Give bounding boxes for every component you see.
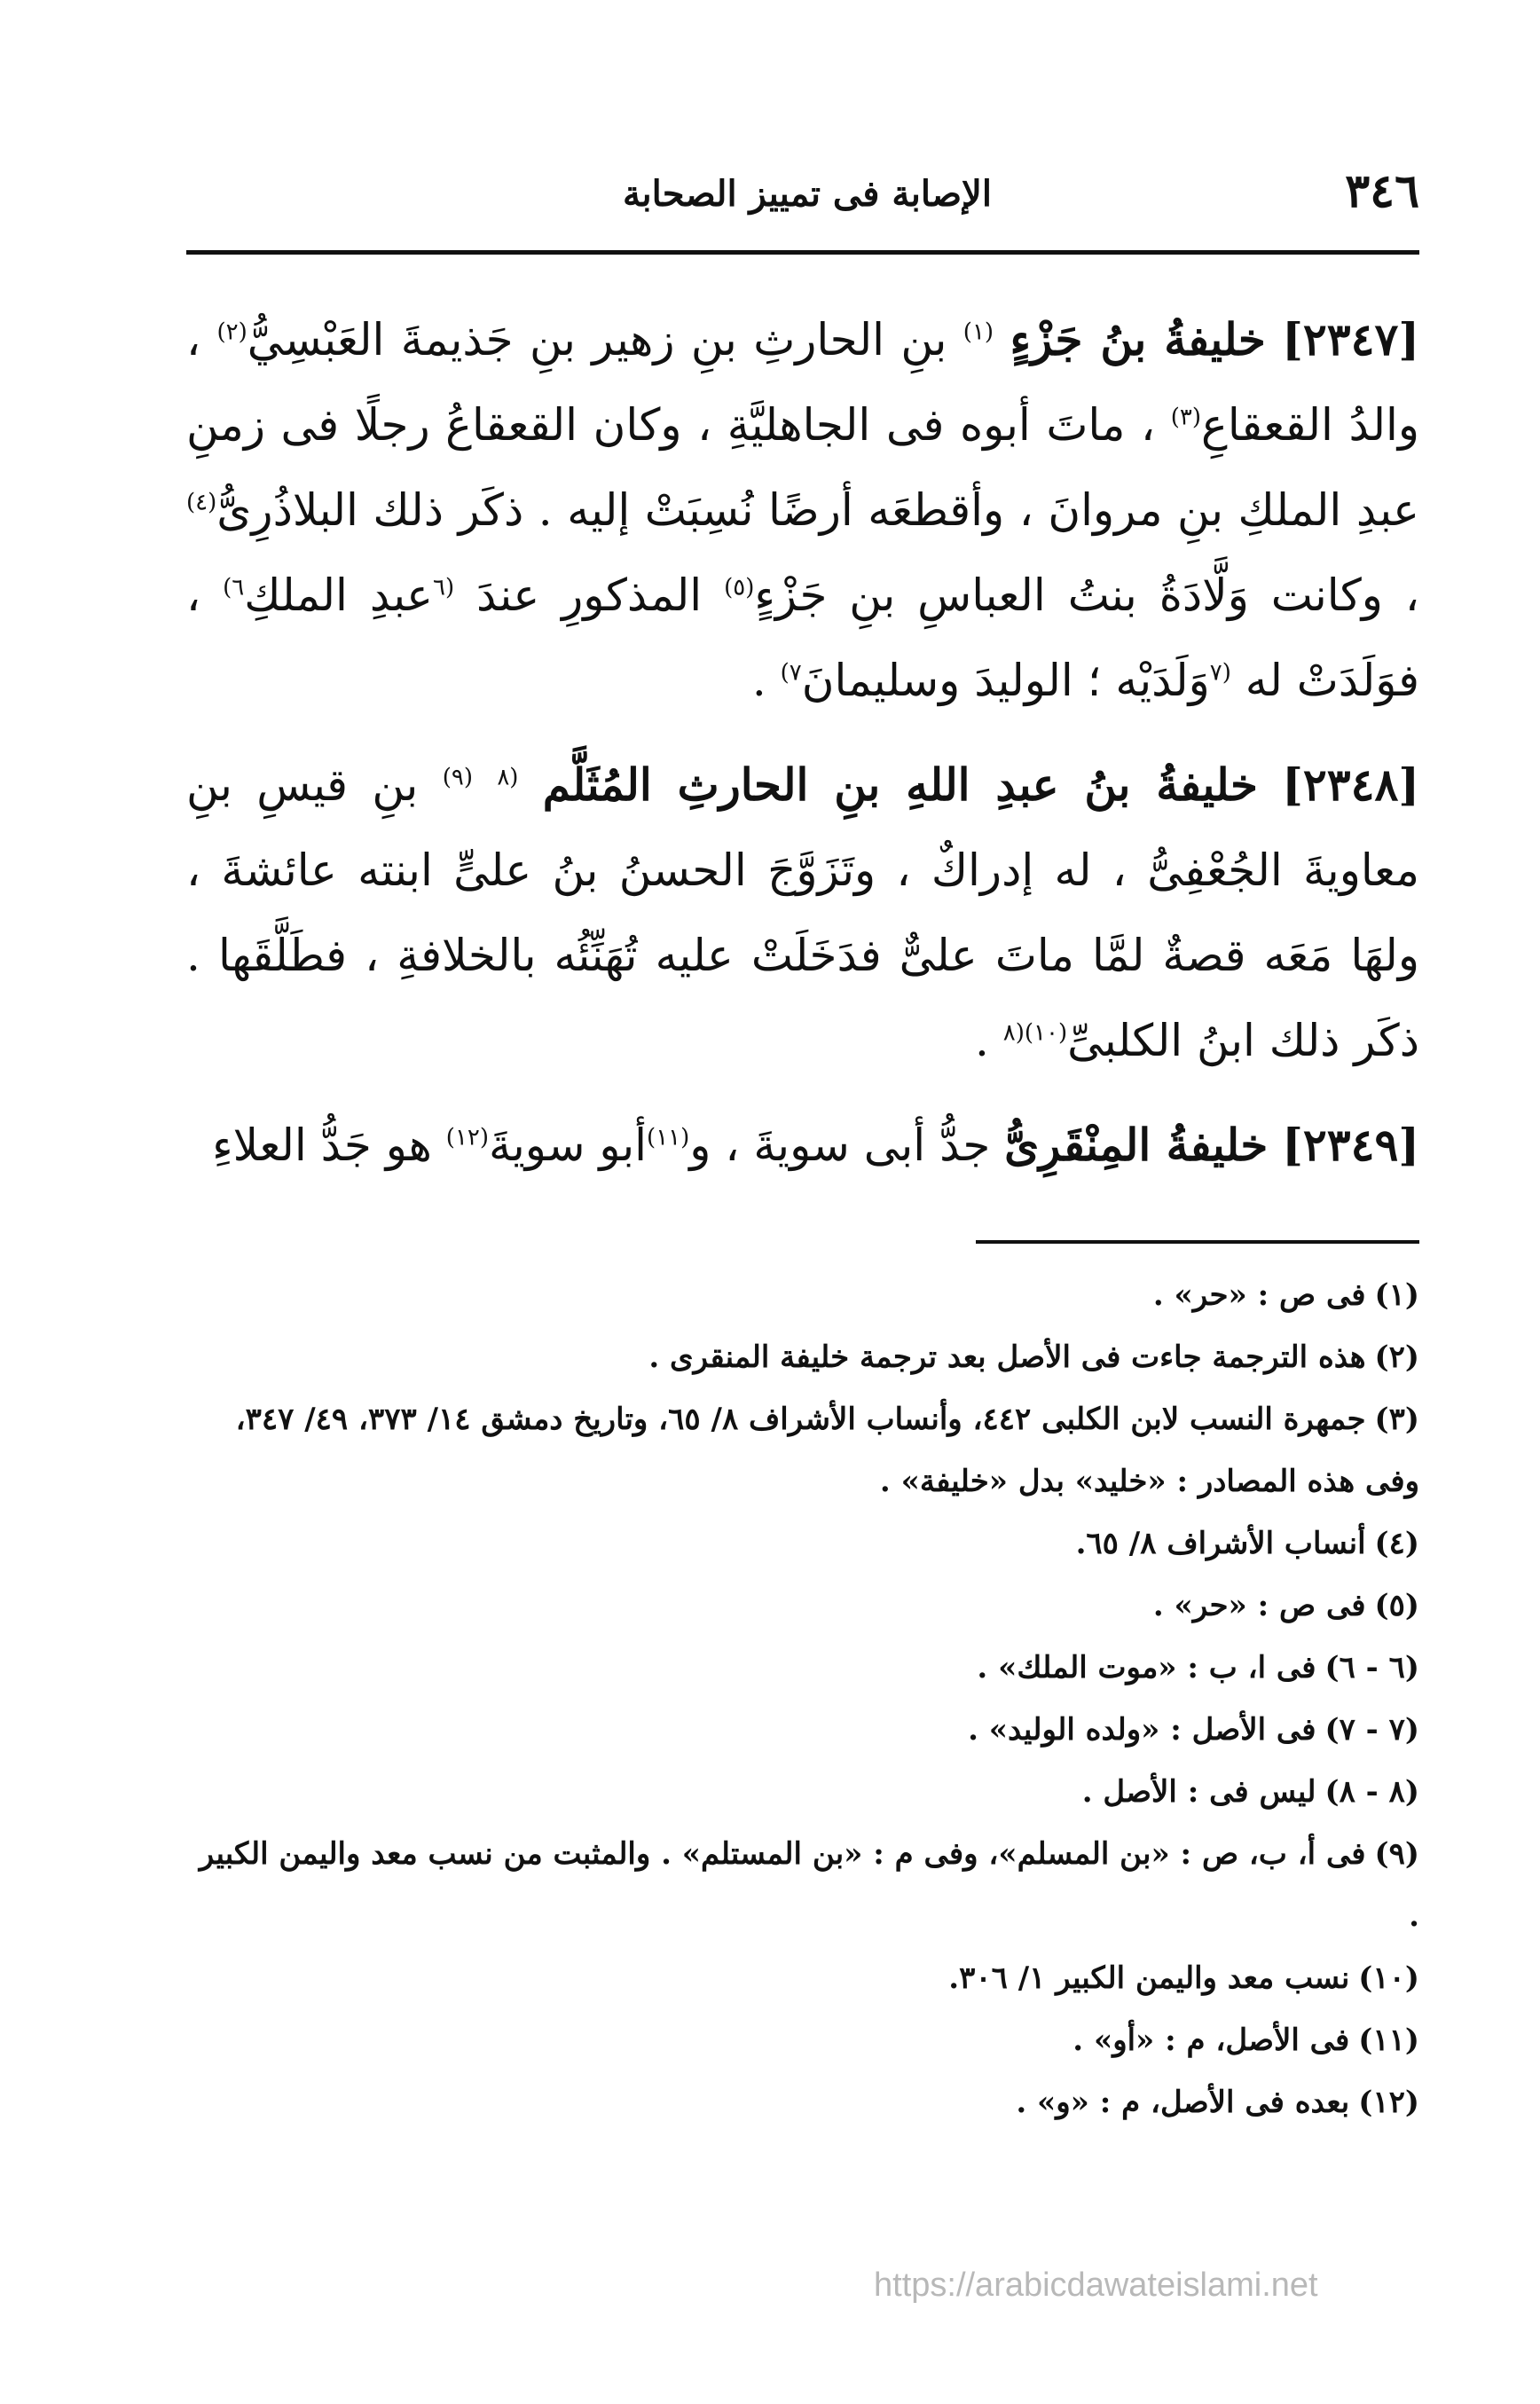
entry-2349: [186, 1103, 1419, 1188]
footnote-text: جمهرة النسب لابن الكلبى ٤٤٢، وأنساب الأشراف ٨/ ٦٥، وتاريخ دمشق ١٤/ ٣٧٣، ٤٩/ ٣٤٧، وفى هذه المصادر : «خليد» بدل «خليفة» .: [235, 1402, 1419, 1499]
footnote: [186, 1947, 1419, 2009]
footnote-marker: (١): [962, 318, 994, 346]
body-text: جدُّ أبى سويةَ ، و: [689, 1120, 1005, 1171]
footnote: [186, 1575, 1419, 1637]
body-text: .: [751, 655, 781, 706]
running-title: الإصابة فى تمييز الصحابة: [623, 173, 992, 215]
footnote-text: فى أ، ب، ص : «بن المسلم»، وفى م : «بن المستلم» . والمثبت من نسب معد واليمن الكبير .: [199, 1836, 1419, 1934]
footnote-number: (١٠): [1358, 1960, 1419, 1996]
entry-body: [212, 1120, 1004, 1171]
footnote-text: هذه الترجمة جاءت فى الأصل بعد ترجمة خليفة المنقرى .: [648, 1339, 1366, 1375]
footnote-marker: (٨: [497, 764, 519, 791]
body-text: ، والدُ القعقاعِ: [186, 314, 1420, 451]
body-text: ، فوَلَدَتْ له: [186, 570, 1419, 706]
footnote-text: أنساب الأشراف ٨/ ٦٥.: [1075, 1526, 1366, 1561]
footnote-number: (١): [1374, 1277, 1419, 1313]
footnote-text: فى ا، ب : «موت الملك» .: [977, 1650, 1316, 1685]
entry-name: خليفةُ المِنْقَرِىُّ: [1004, 1119, 1269, 1171]
footnote-divider: [976, 1240, 1419, 1244]
footnote: [186, 1637, 1419, 1699]
footnote: [186, 1388, 1419, 1512]
entry-number: [٢٣٤٧]: [1282, 313, 1419, 365]
footnote-text: فى الأصل، م : «أو» .: [1072, 2023, 1350, 2058]
footnote-marker: (٦: [433, 574, 455, 601]
entry-name: خليفةُ بنُ عبدِ اللهِ بنِ الحارثِ المُثَلَّم: [542, 758, 1258, 811]
body-text: وَلَدَيْه ؛ الوليدَ وسليمانَ: [801, 655, 1210, 706]
footnote-text: فى الأصل : «ولده الوليد» .: [968, 1712, 1316, 1748]
entry-2347: [186, 297, 1419, 723]
footnote: [186, 1761, 1419, 1823]
page-number: ٣٤٦: [1345, 164, 1419, 218]
footnote-number: (٤): [1374, 1526, 1419, 1561]
footnote-marker: (١١): [647, 1124, 690, 1151]
body-text: عبدِ الملكِ: [244, 570, 433, 621]
footnote-marker: (٩): [442, 764, 473, 791]
footnote: [186, 1823, 1419, 1947]
footnote-text: فى ص : «حر» .: [1152, 1277, 1366, 1313]
body-text: بنِ قيسِ بنِ معاويةَ الجُعْفِىُّ ، له إدراكٌ ، وتَزَوَّجَ الحسنُ بنُ علىٍّ ابنته عائشةَ ، ولهَا مَعَه قصةٌ لمَّا ماتَ علىٌّ فدَخَلَتْ عليه تُهَنِّئُه بالخلافةِ ، فطَلَّقَها . ذكَر ذلك ابنُ الكلبىِّ: [186, 759, 1419, 1066]
entry-number: [٢٣٤٨]: [1282, 758, 1420, 811]
footnote: [186, 1264, 1419, 1326]
footnote-number: (١١): [1358, 2023, 1419, 2058]
footnote-marker: (١٠)(٨: [1002, 1019, 1068, 1047]
entry-2348: [186, 742, 1419, 1083]
footnote-number: (١٢): [1358, 2085, 1419, 2120]
footnote-number: (٦ - ٦): [1324, 1650, 1419, 1685]
page-header: [186, 155, 1419, 235]
footnote-number: (٩): [1374, 1836, 1419, 1872]
entry-name: خليفةُ بنُ جَزْءٍ: [1010, 313, 1266, 365]
footnote-marker: (٢): [216, 318, 248, 346]
main-text: [186, 297, 1419, 1207]
body-text: أبو سويةَ: [489, 1120, 648, 1171]
footnotes: [186, 1264, 1419, 2133]
body-text: ، ماتَ أبوه فى الجاهليَّةِ ، وكان القعقاعُ رجلًا فى زمنِ عبدِ الملكِ بنِ مروانَ ، وأقطعَه أرضًا نُسِبَتْ إليه . ذكَر ذلك البلاذُرِىُّ: [186, 399, 1419, 536]
footnote-text: نسب معد واليمن الكبير ١/ ٣٠٦.: [948, 1960, 1350, 1996]
footnote-marker: ٧): [780, 659, 802, 687]
body-text: [994, 314, 1010, 365]
footnote: [186, 1699, 1419, 1761]
footnote-number: (٥): [1374, 1588, 1419, 1623]
footnote-text: فى ص : «حر» .: [1152, 1588, 1366, 1623]
body-text: [473, 759, 497, 811]
footnote: [186, 2009, 1419, 2071]
body-text: هو جَدُّ العلاءِ: [212, 1120, 446, 1171]
footnote: [186, 2071, 1419, 2133]
body-text: .: [974, 1015, 1003, 1066]
footnote-marker: (٣): [1170, 404, 1202, 431]
footnote-number: (٣): [1374, 1402, 1419, 1437]
footnote-number: (٧ - ٧): [1324, 1712, 1419, 1748]
body-text: بنِ الحارثِ بنِ زهير بنِ جَذيمةَ العَبْسِيُّ: [247, 314, 963, 365]
footnote: [186, 1512, 1419, 1575]
footnote-marker: (٧: [1209, 659, 1231, 687]
footnote-marker: (٤): [186, 489, 217, 516]
footnote-marker: ٦): [223, 574, 245, 601]
footnote-text: بعده فى الأصل، م : «و» .: [1016, 2085, 1350, 2120]
header-divider: [186, 250, 1419, 255]
entry-body: [186, 314, 1419, 706]
footnote: [186, 1326, 1419, 1388]
body-text: ، وكانت وَلَّادَةُ بنتُ العباسِ بنِ جَزْءٍ: [754, 570, 1420, 621]
footnote-marker: (٥): [724, 574, 755, 601]
body-text: [518, 759, 542, 811]
footnote-marker: (١٢): [445, 1124, 490, 1151]
entry-number: [٢٣٤٩]: [1282, 1119, 1419, 1171]
body-text: المذكورِ عندَ: [454, 570, 725, 621]
footnote-text: ليس فى : الأصل .: [1081, 1774, 1316, 1810]
watermark-url: https://arabicdawateislami.net: [874, 2267, 1318, 2304]
footnote-number: (٨ - ٨): [1324, 1774, 1419, 1810]
footnote-number: (٢): [1374, 1339, 1419, 1375]
